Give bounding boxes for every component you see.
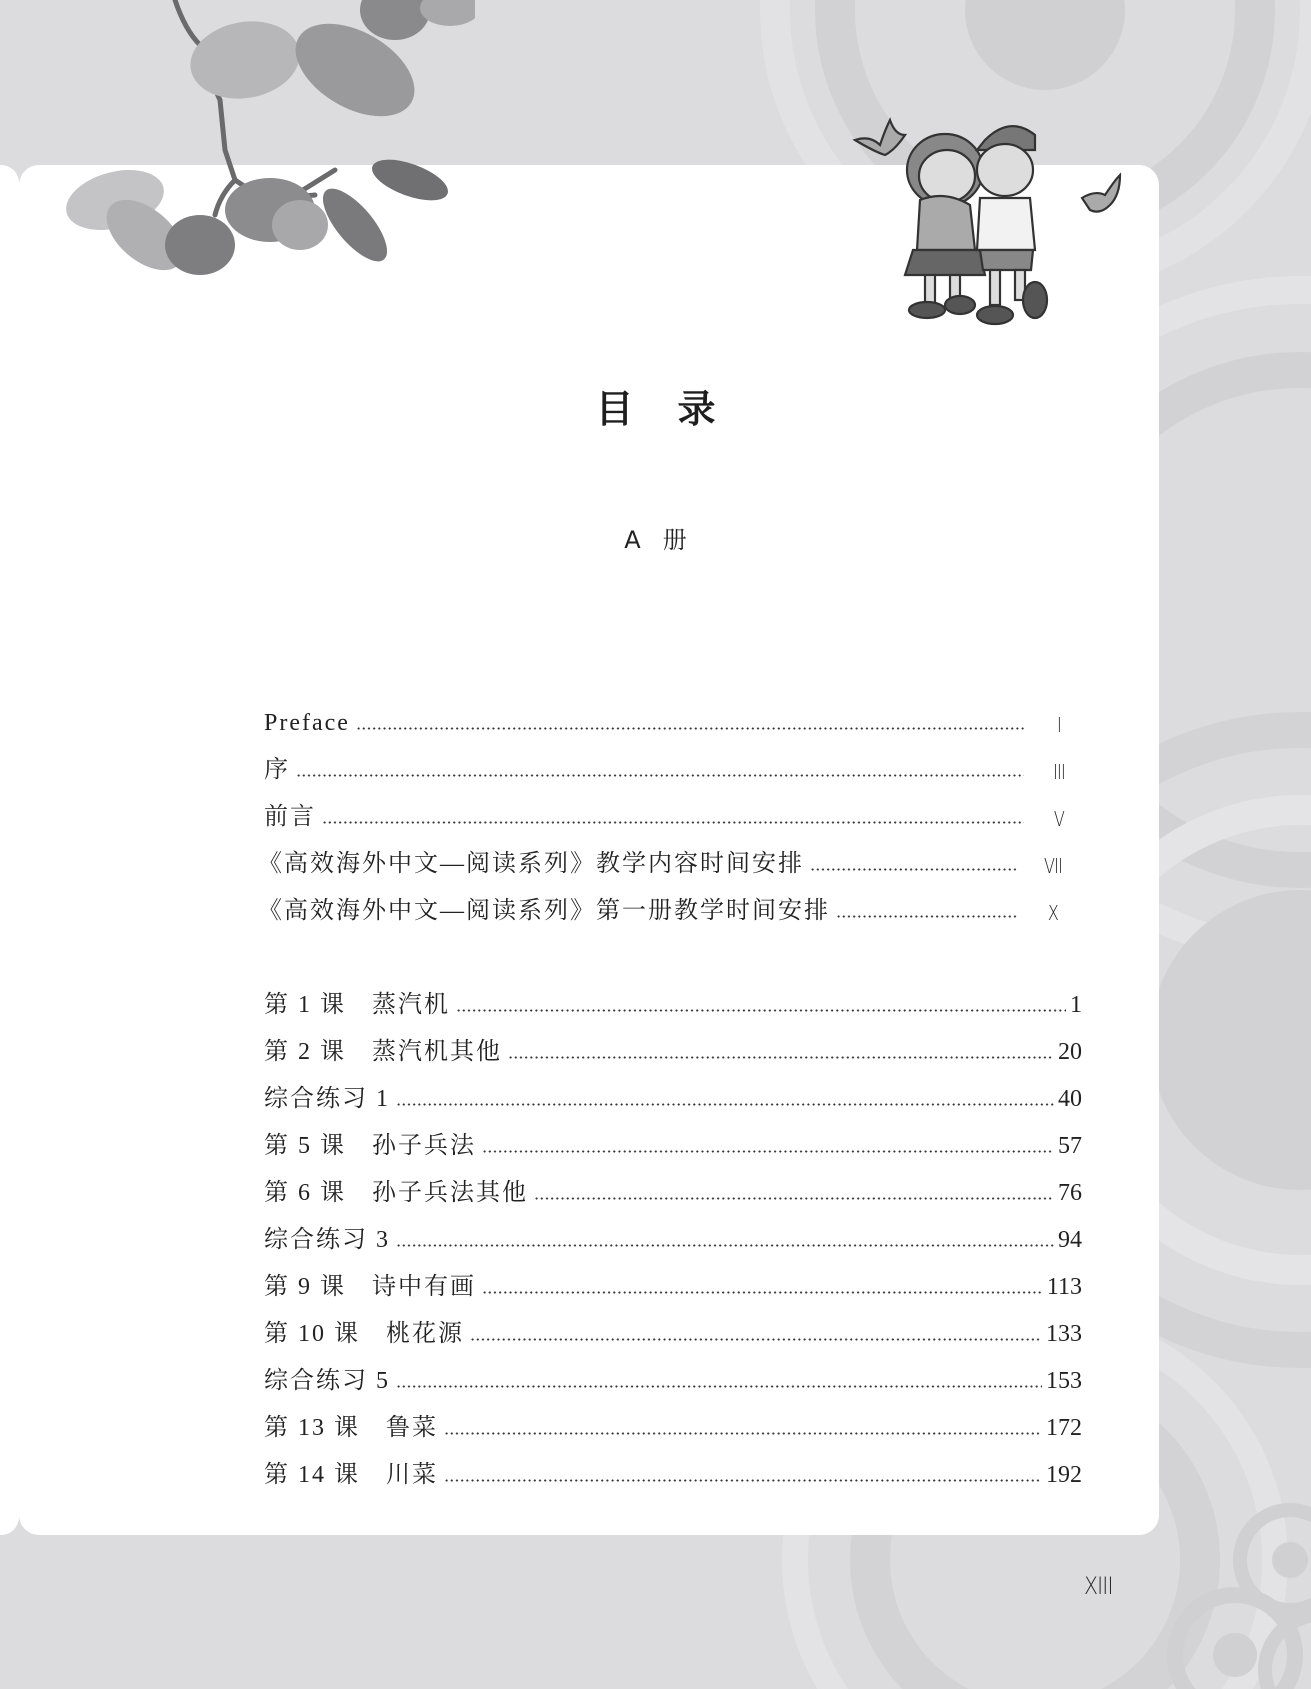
toc-entry-label: 前言 — [264, 804, 316, 830]
leaf-branch-icon — [55, 0, 475, 290]
toc-entry-preface[interactable] — [264, 703, 1082, 737]
toc-entry-page: 1 — [1070, 992, 1082, 1018]
dot-leader — [396, 1385, 1042, 1388]
toc-entry-label: 综合练习 3 — [264, 1227, 390, 1253]
toc-entry-label: 综合练习 5 — [264, 1368, 390, 1394]
dot-leader — [534, 1197, 1054, 1200]
toc-entry-page: 113 — [1046, 1274, 1082, 1300]
dot-leader — [810, 868, 1018, 871]
toc-entry-label: 第 6 课 孙子兵法其他 — [264, 1180, 528, 1206]
toc-entry-page: 153 — [1046, 1368, 1082, 1394]
toc-entry-qianyan[interactable] — [264, 797, 1082, 831]
toc-entry-lesson[interactable] — [264, 1126, 1082, 1160]
toc-entry-label: 《高效海外中文—阅读系列》教学内容时间安排 — [258, 851, 804, 877]
toc-entry-page: 76 — [1058, 1180, 1082, 1206]
children-walking-icon — [845, 110, 1125, 340]
toc-entry-page: III — [1053, 760, 1065, 784]
toc-entry-page: 57 — [1058, 1133, 1082, 1159]
toc-entry-teaching-schedule[interactable] — [258, 844, 1076, 878]
dot-leader — [296, 774, 1024, 777]
toc-entry-page: I — [1057, 713, 1061, 737]
toc-entry-xu[interactable] — [264, 750, 1082, 784]
title-char-2: 录 — [677, 387, 716, 431]
toc-entry-page: V — [1053, 807, 1065, 831]
dot-leader — [482, 1291, 1043, 1294]
volume-heading — [0, 520, 1311, 555]
toc-entry-label: 序 — [264, 757, 290, 783]
toc-entry-label: 第 13 课 鲁菜 — [264, 1415, 438, 1441]
toc-entry-label: 第 1 课 蒸汽机 — [264, 992, 450, 1018]
toc-entry-label: Preface — [264, 710, 350, 736]
volume-word: 册 — [662, 526, 687, 554]
dot-leader — [322, 821, 1024, 824]
toc-entry-page: 94 — [1058, 1227, 1082, 1253]
toc-entry-page: 192 — [1046, 1462, 1082, 1488]
toc-entry-label: 第 5 课 孙子兵法 — [264, 1133, 476, 1159]
title-char-1: 目 — [595, 387, 634, 431]
dot-leader — [456, 1009, 1066, 1012]
dot-leader — [444, 1479, 1042, 1482]
toc-entry-lesson[interactable] — [264, 1408, 1082, 1442]
dot-leader — [396, 1103, 1054, 1106]
toc-entry-page: 40 — [1058, 1086, 1082, 1112]
toc-entry-page: 133 — [1046, 1321, 1082, 1347]
dot-leader — [508, 1056, 1054, 1059]
toc-entry-label: 第 14 课 川菜 — [264, 1462, 438, 1488]
toc-entry-exercise[interactable] — [264, 1079, 1082, 1113]
dot-leader — [356, 727, 1024, 730]
dot-leader — [444, 1432, 1042, 1435]
toc-entry-lesson[interactable] — [264, 1267, 1082, 1301]
toc-entry-page: VII — [1044, 854, 1062, 878]
toc-entry-lesson[interactable] — [264, 1455, 1082, 1489]
page-title — [0, 378, 1311, 433]
toc-entry-page: 172 — [1046, 1415, 1082, 1441]
previous-panel-edge — [0, 165, 19, 1535]
page-number: XIII — [1084, 1572, 1113, 1600]
toc-entry-lesson[interactable] — [264, 985, 1082, 1019]
dot-leader — [836, 915, 1018, 918]
toc-entry-lesson[interactable] — [264, 1173, 1082, 1207]
toc-entry-exercise[interactable] — [264, 1220, 1082, 1254]
toc-entry-book1-schedule[interactable] — [258, 891, 1076, 925]
toc-entry-lesson[interactable] — [264, 1314, 1082, 1348]
toc-entry-label: 综合练习 1 — [264, 1086, 390, 1112]
toc-entry-page: 20 — [1058, 1039, 1082, 1065]
dot-leader — [396, 1244, 1054, 1247]
toc-entry-exercise[interactable] — [264, 1361, 1082, 1395]
volume-letter: A — [624, 526, 641, 554]
toc-entry-label: 第 9 课 诗中有画 — [264, 1274, 476, 1300]
dot-leader — [482, 1150, 1054, 1153]
toc-entry-label: 第 2 课 蒸汽机其他 — [264, 1039, 502, 1065]
toc-entry-label: 第 10 课 桃花源 — [264, 1321, 464, 1347]
toc-entry-lesson[interactable] — [264, 1032, 1082, 1066]
toc-entry-label: 《高效海外中文—阅读系列》第一册教学时间安排 — [258, 898, 830, 924]
toc-entry-page: X — [1047, 901, 1059, 925]
dot-leader — [470, 1338, 1042, 1341]
